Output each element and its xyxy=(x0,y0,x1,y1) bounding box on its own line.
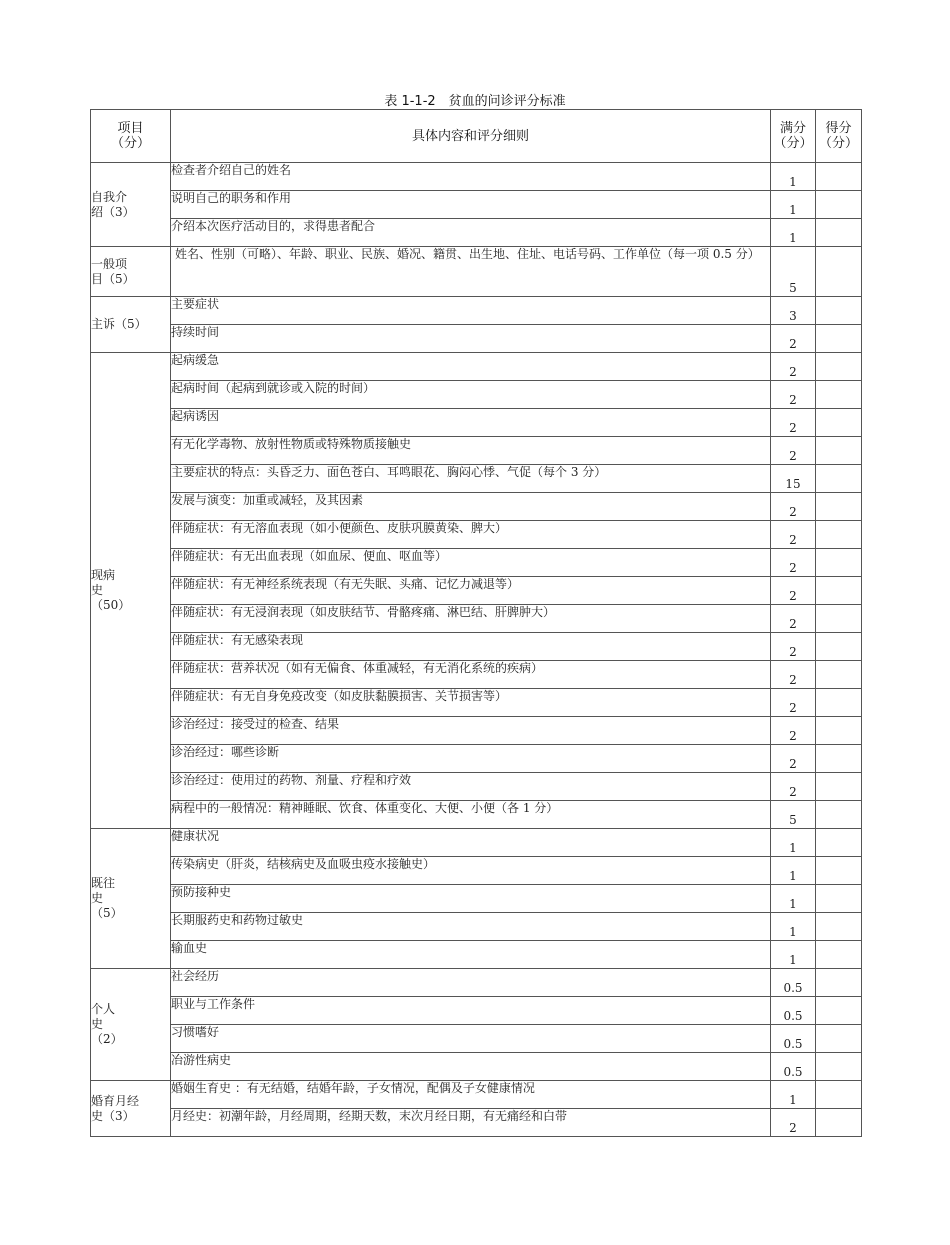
score-input-cell[interactable] xyxy=(816,191,862,219)
score-input-cell[interactable] xyxy=(816,247,862,297)
category-label: 目（5） xyxy=(91,271,135,286)
content-cell: 预防接种史 xyxy=(171,885,771,913)
score-input-cell[interactable] xyxy=(816,605,862,633)
content-cell: 发展与演变：加重或减轻，及其因素 xyxy=(171,493,771,521)
full-score-cell: 0.5 xyxy=(771,1053,816,1081)
table-row xyxy=(91,913,862,941)
score-input-cell[interactable] xyxy=(816,773,862,801)
table-row xyxy=(91,717,862,745)
content-cell: 伴随症状：营养状况（如有无偏食、体重减轻，有无消化系统的疾病） xyxy=(171,661,771,689)
full-score-cell: 2 xyxy=(771,353,816,381)
header-got-line-2: （分） xyxy=(818,136,858,151)
content-cell: 社会经历 xyxy=(171,969,771,997)
table-row xyxy=(91,633,862,661)
category-label: 史 xyxy=(91,891,104,905)
content-cell: 持续时间 xyxy=(171,325,771,353)
content-cell: 起病诱因 xyxy=(171,409,771,437)
category-cell xyxy=(91,353,171,829)
header-got-score xyxy=(816,110,862,163)
full-score-cell: 0.5 xyxy=(771,969,816,997)
full-score-cell: 2 xyxy=(771,717,816,745)
score-input-cell[interactable] xyxy=(816,997,862,1025)
full-score-cell: 2 xyxy=(771,745,816,773)
table-row xyxy=(91,353,862,381)
table-row xyxy=(91,745,862,773)
score-input-cell[interactable] xyxy=(816,801,862,829)
category-label: 史 xyxy=(91,583,104,597)
category-label: 婚育月经 xyxy=(91,1093,140,1108)
full-score-cell: 2 xyxy=(771,633,816,661)
table-row xyxy=(91,219,862,247)
table-row xyxy=(91,997,862,1025)
header-got-line-1: 得分 xyxy=(825,121,852,136)
score-input-cell[interactable] xyxy=(816,633,862,661)
content-cell: 传染病史（肝炎，结核病史及血吸虫疫水接触史） xyxy=(171,857,771,885)
content-cell: 主要症状 xyxy=(171,297,771,325)
content-cell: 职业与工作条件 xyxy=(171,997,771,1025)
header-item xyxy=(91,110,171,163)
header-item-line-2: （分） xyxy=(110,136,150,151)
header-full-line-1: 满分 xyxy=(779,121,806,136)
content-cell: 姓名、性别（可略）、年龄、职业、民族、婚况、籍贯、出生地、住址、电话号码、工作单位（每一项 0.5 分） xyxy=(171,247,771,297)
table-row xyxy=(91,521,862,549)
category-label: 史（3） xyxy=(91,1108,135,1123)
content-cell: 伴随症状：有无溶血表现（如小便颜色、皮肤巩膜黄染、脾大） xyxy=(171,521,771,549)
score-input-cell[interactable] xyxy=(816,325,862,353)
content-cell: 伴随症状：有无出血表现（如血尿、便血、呕血等） xyxy=(171,549,771,577)
score-input-cell[interactable] xyxy=(816,163,862,191)
score-input-cell[interactable] xyxy=(816,465,862,493)
category-label: （50） xyxy=(91,598,131,612)
content-cell: 健康状况 xyxy=(171,829,771,857)
category-label: 一般项 xyxy=(91,256,128,271)
score-input-cell[interactable] xyxy=(816,1025,862,1053)
table-row xyxy=(91,1025,862,1053)
full-score-cell: 2 xyxy=(771,661,816,689)
content-cell: 伴随症状：有无浸润表现（如皮肤结节、骨骼疼痛、淋巴结、肝脾肿大） xyxy=(171,605,771,633)
category-label: （2） xyxy=(91,1032,123,1046)
content-cell: 长期服药史和药物过敏史 xyxy=(171,913,771,941)
score-input-cell[interactable] xyxy=(816,857,862,885)
score-input-cell[interactable] xyxy=(816,941,862,969)
table-row xyxy=(91,1081,862,1109)
table-row xyxy=(91,969,862,997)
score-input-cell[interactable] xyxy=(816,219,862,247)
table-row xyxy=(91,885,862,913)
full-score-cell: 1 xyxy=(771,885,816,913)
table-body xyxy=(91,163,862,1137)
content-cell: 诊治经过：使用过的药物、剂量、疗程和疗效 xyxy=(171,773,771,801)
category-label: （5） xyxy=(91,906,123,920)
category-label: 既往 xyxy=(91,876,116,890)
score-input-cell[interactable] xyxy=(816,549,862,577)
content-cell: 介绍本次医疗活动目的，求得患者配合 xyxy=(171,219,771,247)
full-score-cell: 2 xyxy=(771,773,816,801)
content-cell: 月经史：初潮年龄，月经周期，经期天数，末次月经日期，有无痛经和白带 xyxy=(171,1109,771,1137)
full-score-cell: 2 xyxy=(771,437,816,465)
score-input-cell[interactable] xyxy=(816,1109,862,1137)
score-input-cell[interactable] xyxy=(816,437,862,465)
table-row xyxy=(91,1053,862,1081)
full-score-cell: 2 xyxy=(771,381,816,409)
table-row xyxy=(91,577,862,605)
header-full-line-2: （分） xyxy=(773,136,813,151)
category-cell xyxy=(91,297,171,353)
category-cell xyxy=(91,1081,171,1137)
full-score-cell: 2 xyxy=(771,605,816,633)
full-score-cell: 2 xyxy=(771,689,816,717)
score-input-cell[interactable] xyxy=(816,717,862,745)
full-score-cell: 2 xyxy=(771,577,816,605)
category-label: 个人 xyxy=(91,1002,116,1016)
content-cell: 伴随症状：有无神经系统表现（有无失眠、头痛、记忆力减退等） xyxy=(171,577,771,605)
content-cell: 诊治经过：接受过的检查、结果 xyxy=(171,717,771,745)
full-score-cell: 1 xyxy=(771,913,816,941)
content-cell: 习惯嗜好 xyxy=(171,1025,771,1053)
table-row xyxy=(91,381,862,409)
content-cell: 说明自己的职务和作用 xyxy=(171,191,771,219)
score-input-cell[interactable] xyxy=(816,493,862,521)
table-row xyxy=(91,493,862,521)
full-score-cell: 2 xyxy=(771,521,816,549)
category-cell xyxy=(91,969,171,1081)
header-full-score xyxy=(771,110,816,163)
table-row xyxy=(91,773,862,801)
full-score-cell: 15 xyxy=(771,465,816,493)
content-cell: 病程中的一般情况：精神睡眠、饮食、体重变化、大便、小便（各 1 分） xyxy=(171,801,771,829)
table-row xyxy=(91,549,862,577)
full-score-cell: 5 xyxy=(771,801,816,829)
full-score-cell: 2 xyxy=(771,549,816,577)
full-score-cell: 1 xyxy=(771,1081,816,1109)
category-label: 现病 xyxy=(91,568,116,582)
table-row xyxy=(91,325,862,353)
content-cell: 诊治经过：哪些诊断 xyxy=(171,745,771,773)
table-caption: 表 1-1-2 贫血的问诊评分标准 xyxy=(384,94,566,109)
content-cell: 有无化学毒物、放射性物质或特殊物质接触史 xyxy=(171,437,771,465)
score-input-cell[interactable] xyxy=(816,745,862,773)
content-cell: 输血史 xyxy=(171,941,771,969)
full-score-cell: 1 xyxy=(771,829,816,857)
category-cell xyxy=(91,829,171,969)
table-row xyxy=(91,661,862,689)
full-score-cell: 1 xyxy=(771,941,816,969)
table-row xyxy=(91,829,862,857)
table-row xyxy=(91,605,862,633)
table-row xyxy=(91,689,862,717)
score-input-cell[interactable] xyxy=(816,381,862,409)
header-content: 具体内容和评分细则 xyxy=(171,110,771,163)
full-score-cell: 2 xyxy=(771,493,816,521)
score-input-cell[interactable] xyxy=(816,829,862,857)
score-input-cell[interactable] xyxy=(816,913,862,941)
full-score-cell: 0.5 xyxy=(771,1025,816,1053)
content-cell: 冶游性病史 xyxy=(171,1053,771,1081)
score-input-cell[interactable] xyxy=(816,521,862,549)
category-cell xyxy=(91,247,171,297)
header-item-line-1: 项目 xyxy=(117,121,144,136)
table-row xyxy=(91,801,862,829)
full-score-cell: 1 xyxy=(771,219,816,247)
content-cell: 伴随症状：有无感染表现 xyxy=(171,633,771,661)
score-input-cell[interactable] xyxy=(816,297,862,325)
table-row xyxy=(91,409,862,437)
full-score-cell: 2 xyxy=(771,409,816,437)
full-score-cell: 5 xyxy=(771,247,816,297)
table-row xyxy=(91,163,862,191)
table-row xyxy=(91,247,862,297)
table-row xyxy=(91,857,862,885)
table-row xyxy=(91,191,862,219)
table-row xyxy=(91,1109,862,1137)
content-cell: 伴随症状：有无自身免疫改变（如皮肤黏膜损害、关节损害等） xyxy=(171,689,771,717)
content-cell: 起病缓急 xyxy=(171,353,771,381)
full-score-cell: 2 xyxy=(771,325,816,353)
full-score-cell: 1 xyxy=(771,163,816,191)
full-score-cell: 1 xyxy=(771,857,816,885)
content-cell: 起病时间（起病到就诊或入院的时间） xyxy=(171,381,771,409)
score-input-cell[interactable] xyxy=(816,577,862,605)
table-row xyxy=(91,941,862,969)
score-input-cell[interactable] xyxy=(816,661,862,689)
scoring-table xyxy=(90,109,862,1137)
full-score-cell: 0.5 xyxy=(771,997,816,1025)
score-input-cell[interactable] xyxy=(816,353,862,381)
table-row xyxy=(91,465,862,493)
score-input-cell[interactable] xyxy=(816,1053,862,1081)
category-label: 绍（3） xyxy=(91,204,135,219)
full-score-cell: 2 xyxy=(771,1109,816,1137)
category-cell xyxy=(91,163,171,247)
content-cell: 婚姻生育史 ：有无结婚，结婚年龄，子女情况，配偶及子女健康情况 xyxy=(171,1081,771,1109)
category-label: 史 xyxy=(91,1017,104,1031)
score-input-cell[interactable] xyxy=(816,689,862,717)
table-row xyxy=(91,437,862,465)
score-input-cell[interactable] xyxy=(816,1081,862,1109)
content-cell: 主要症状的特点：头昏乏力、面色苍白、耳鸣眼花、胸闷心悸、气促（每个 3 分） xyxy=(171,465,771,493)
full-score-cell: 1 xyxy=(771,191,816,219)
category-label: 主诉（5） xyxy=(91,317,147,331)
score-input-cell[interactable] xyxy=(816,409,862,437)
score-input-cell[interactable] xyxy=(816,969,862,997)
full-score-cell: 3 xyxy=(771,297,816,325)
content-cell: 检查者介绍自己的姓名 xyxy=(171,163,771,191)
category-label: 自我介 xyxy=(91,189,128,204)
table-row xyxy=(91,297,862,325)
score-input-cell[interactable] xyxy=(816,885,862,913)
